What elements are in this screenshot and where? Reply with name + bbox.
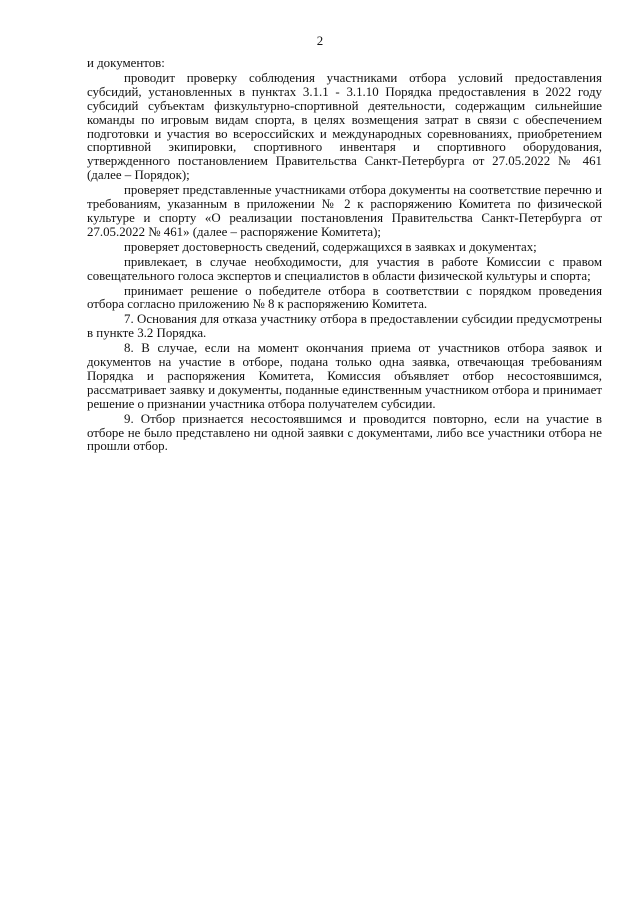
paragraph-decide-winner: принимает решение о победителе отбора в соответствии с порядком проведения отбора согласно приложению № 8 к распоряжению Комитета. [87,283,602,312]
paragraph-check-conditions: проводит проверку соблюдения участниками отбора условий предоставления субсидий, установленных в пунктах 3.1.1 - 3.1.10 Порядка предоставления в 2022 году субсидий субъектам физкультурно-спортивной деятельности, содержащим сильнейшие команды по игровым видам спорта, в целях возмещения затрат в связи с обеспечением подготовки и участия во всероссийских и международных соревнованиях, приобретением спортивной экипировки, спортивного инвентаря и спортивного оборудования, утвержденного постановлением Правительства Санкт-Петербурга от 27.05.2022 № 461 (далее – Порядок); [87,70,602,183]
paragraph-item-7: 7. Основания для отказа участнику отбора в предоставлении субсидии предусмотрены в пункте 3.2 Порядка. [87,312,602,341]
paragraph-item-9: 9. Отбор признается несостоявшимся и проводится повторно, если на участие в отборе не было представлено ни одной заявки с документами, либо все участники отбора не прошли отбор. [87,411,602,454]
paragraph-involve-experts: привлекает, в случае необходимости, для участия в работе Комиссии с правом совещательного голоса экспертов и специалистов в области физической культуры и спорта; [87,254,602,283]
page-number: 2 [316,34,324,48]
paragraph-continuation: и документов: [87,56,165,70]
paragraph-check-accuracy: проверяет достоверность сведений, содержащихся в заявках и документах; [124,239,537,254]
paragraph-check-documents: проверяет представленные участниками отбора документы на соответствие перечню и требованиям, указанным в приложении № 2 к распоряжению Комитета по физической культуре и спорту «О реализации постановления Правительства Санкт-Петербурга от 27.05.2022 № 461» (далее – распоряжение Комитета); [87,183,602,239]
document-body [87,57,602,455]
paragraph-item-8: 8. В случае, если на момент окончания приема от участников отбора заявок и документов на участие в отборе, подана только одна заявка, отвечающая требованиям Порядка и распоряжения Комитета, Комиссия объявляет отбор несостоявшимся, рассматривает заявку и документы, поданные единственным участником отбора и принимает решение о признании участника отбора получателем субсидии. [87,341,602,411]
